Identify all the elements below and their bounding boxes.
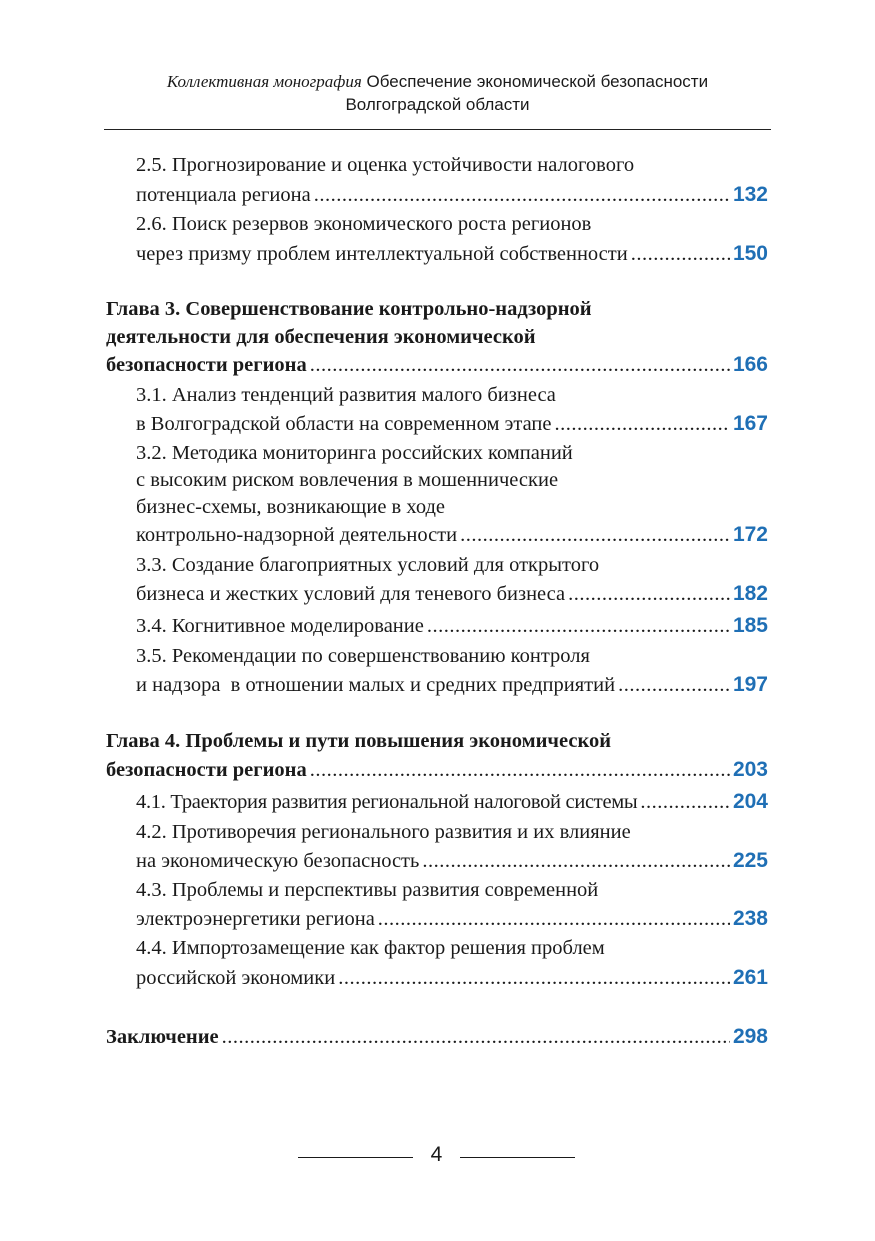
toc-entry-3-5-line-1: 3.5. Рекомендации по совершенствованию контроля bbox=[136, 645, 590, 667]
toc-entry-3-3-line-1: 3.3. Создание благоприятных условий для открытого bbox=[136, 554, 600, 576]
dot-leader bbox=[338, 963, 730, 993]
toc-entry-4-3-line-1: 4.3. Проблемы и перспективы развития современной bbox=[136, 879, 599, 901]
toc-entry-3-2-line-3: бизнес-схемы, возникающие в ходе bbox=[136, 496, 446, 518]
toc-entry-3-2-line-2: с высоким риском вовлечения в мошеннические bbox=[136, 469, 559, 491]
toc-entry-4-2-line-1: 4.2. Противоречия регионального развития и их влияние bbox=[136, 821, 631, 843]
toc-entry-4-4-line-2: российской экономики bbox=[136, 967, 336, 989]
header-title-line-1: Обеспечение экономической безопасности bbox=[366, 72, 709, 91]
dot-leader bbox=[460, 520, 730, 550]
toc-entry-2-5-line-2: потенциала региона bbox=[136, 184, 311, 206]
toc-entry-4-4-line-1: 4.4. Импортозамещение как фактор решения проблем bbox=[136, 937, 605, 959]
toc-entry-3-3[interactable] bbox=[136, 579, 768, 609]
toc-entry-2-6-page[interactable]: 150 bbox=[732, 242, 768, 265]
toc-chapter-4-line-2: безопасности региона bbox=[106, 759, 307, 781]
toc-entry-3-1-line-1: 3.1. Анализ тенденций развития малого бизнеса bbox=[136, 384, 556, 406]
toc-entry-3-4-page[interactable]: 185 bbox=[732, 614, 768, 637]
toc-entry-3-3-page[interactable]: 182 bbox=[732, 582, 768, 605]
toc-entry-4-3-page[interactable]: 238 bbox=[732, 907, 768, 930]
toc-entry-4-1[interactable] bbox=[136, 787, 768, 817]
toc-chapter-3-page[interactable]: 166 bbox=[732, 353, 768, 376]
toc-entry-4-1-page[interactable]: 204 bbox=[732, 790, 768, 813]
toc-conclusion-page[interactable]: 298 bbox=[732, 1025, 768, 1048]
dot-leader bbox=[378, 904, 730, 934]
toc-entry-3-2[interactable] bbox=[136, 520, 768, 550]
toc-conclusion-label: Заключение bbox=[106, 1026, 219, 1048]
dot-leader bbox=[568, 579, 730, 609]
dot-leader bbox=[314, 180, 730, 210]
toc-entry-4-4[interactable] bbox=[136, 963, 768, 993]
toc-entry-4-4-page[interactable]: 261 bbox=[732, 966, 768, 989]
page-footer bbox=[0, 1140, 875, 1170]
toc-entry-2-5-line-1: 2.5. Прогнозирование и оценка устойчивости налогового bbox=[136, 154, 635, 176]
toc-entry-3-1-page[interactable]: 167 bbox=[732, 412, 768, 435]
toc-entry-3-5-line-2: и надзора в отношении малых и средних предприятий bbox=[136, 674, 616, 696]
dot-leader bbox=[222, 1022, 730, 1052]
toc-chapter-3[interactable] bbox=[106, 350, 768, 380]
dot-leader bbox=[555, 409, 730, 439]
toc-chapter-3-line-3: безопасности региона bbox=[106, 354, 307, 376]
toc-entry-3-2-page[interactable]: 172 bbox=[732, 523, 768, 546]
toc-entry-3-5-page[interactable]: 197 bbox=[732, 673, 768, 696]
toc-entry-4-2[interactable] bbox=[136, 846, 768, 876]
toc-entry-3-4[interactable] bbox=[136, 611, 768, 641]
footer-rule-right bbox=[460, 1157, 575, 1158]
toc-entry-3-4-line-1: 3.4. Когнитивное моделирование bbox=[136, 615, 424, 637]
toc-chapter-4[interactable] bbox=[106, 755, 768, 785]
header-italic-label: Коллективная монография bbox=[166, 72, 362, 91]
toc-chapter-3-line-1: Глава 3. Совершенствование контрольно-надзорной bbox=[106, 298, 592, 320]
dot-leader bbox=[631, 239, 730, 269]
dot-leader bbox=[422, 846, 730, 876]
header-title-line-2: Волгоградской области bbox=[345, 95, 530, 114]
dot-leader bbox=[310, 350, 730, 380]
toc-entry-4-3[interactable] bbox=[136, 904, 768, 934]
toc-entry-2-5-page[interactable]: 132 bbox=[732, 183, 768, 206]
page-number: 4 bbox=[430, 1143, 443, 1166]
toc-entry-3-5[interactable] bbox=[136, 670, 768, 700]
toc-entry-2-6[interactable] bbox=[136, 239, 768, 269]
toc-entry-4-2-line-2: на экономическую безопасность bbox=[136, 850, 420, 872]
footer-rule-left bbox=[298, 1157, 413, 1158]
toc-entry-3-3-line-2: бизнеса и жестких условий для теневого бизнеса bbox=[136, 583, 566, 605]
toc-entry-4-1-line-1: 4.1. Траектория развития региональной налоговой системы bbox=[136, 791, 638, 813]
toc-conclusion[interactable] bbox=[106, 1022, 768, 1052]
toc-chapter-4-line-1: Глава 4. Проблемы и пути повышения экономической bbox=[106, 730, 612, 752]
toc-entry-3-2-line-4: контрольно-надзорной деятельности bbox=[136, 524, 458, 546]
toc-chapter-4-page[interactable]: 203 bbox=[732, 758, 768, 781]
toc-entry-4-3-line-2: электроэнергетики региона bbox=[136, 908, 375, 930]
toc-entry-3-1-line-2: в Волгоградской области на современном этапе bbox=[136, 413, 552, 435]
dot-leader bbox=[310, 755, 730, 785]
toc-entry-3-2-line-1: 3.2. Методика мониторинга российских компаний bbox=[136, 442, 573, 464]
toc-entry-2-6-line-1: 2.6. Поиск резервов экономического роста регионов bbox=[136, 213, 592, 235]
toc-entry-3-1[interactable] bbox=[136, 409, 768, 439]
dot-leader bbox=[640, 787, 730, 817]
toc-entry-4-2-page[interactable]: 225 bbox=[732, 849, 768, 872]
toc-entry-2-5[interactable] bbox=[136, 180, 768, 210]
dot-leader bbox=[427, 611, 730, 641]
toc-chapter-3-line-2: деятельности для обеспечения экономической bbox=[106, 326, 536, 348]
dot-leader bbox=[618, 670, 730, 700]
toc-entry-2-6-line-2: через призму проблем интеллектуальной собственности bbox=[136, 243, 628, 265]
